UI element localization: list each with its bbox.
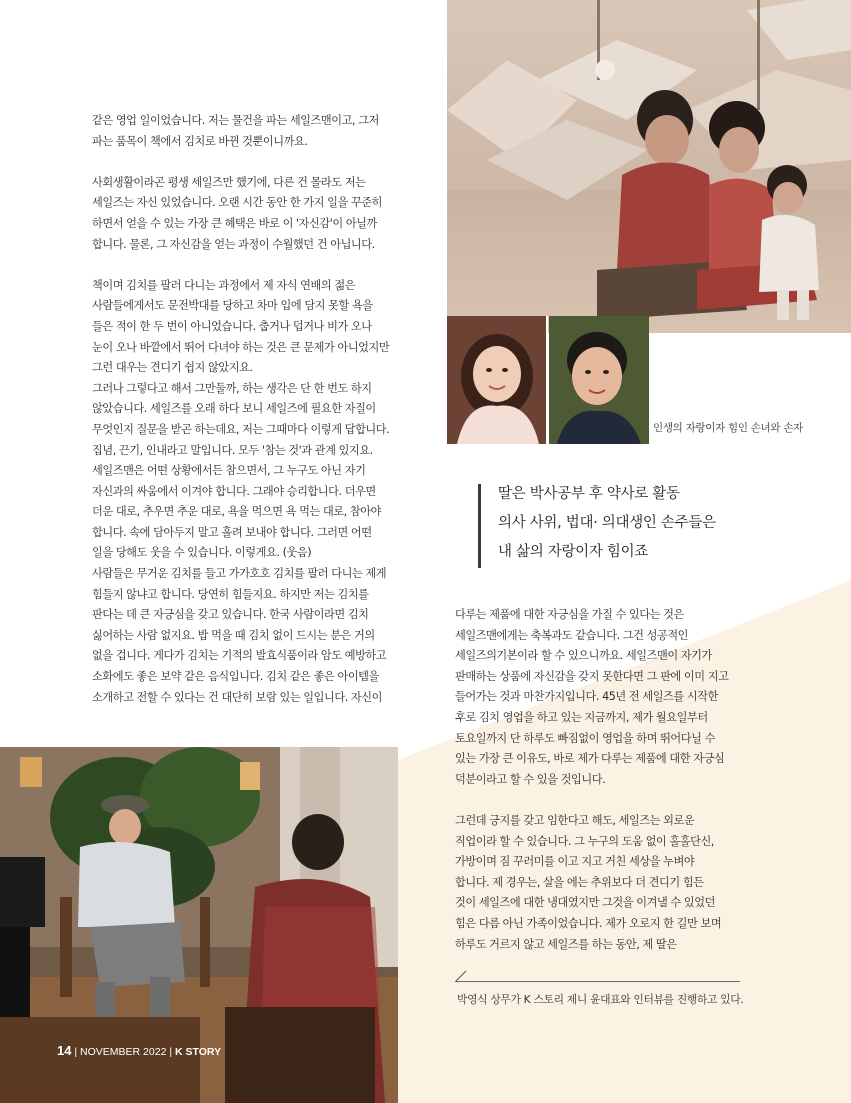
left-paragraph: 같은 영업 일이었습니다. 저는 물건을 파는 세일즈맨이고, 그저 파는 품목이 책에서 김치로 바뀐 것뿐이니까요. xyxy=(92,114,379,148)
right-paragraph: 그런데 긍지를 갖고 임한다고 해도, 세일즈는 외로운 직업이라 할 수 있습니다. 그 누구의 도움 없이 홀홀단신, 가방이며 짐 꾸러미를 이고 지고 거친 세상을 누벼야 합니다. 제 경우는, 살을 에는 추위보다 더 견디기 힘든 것이 세일즈에 대한 냉대였지만 그것을 이겨낼 수 있었던 힘은 다름 아닌 가족이었습니다. 제가 오로지 한 길만 보며 하루도 거르지 않고 세일즈를 하는 동안, 제 딸은 xyxy=(455,813,722,951)
page-number: 14 xyxy=(57,1043,72,1058)
caption-rule xyxy=(455,981,740,982)
granddaughter-photo xyxy=(447,316,548,444)
left-article-column xyxy=(92,111,422,729)
right-article-column xyxy=(455,605,750,976)
caption-slash-icon xyxy=(454,968,468,982)
right-paragraph: 다루는 제품에 대한 자긍심을 가질 수 있다는 것은 세일즈맨에게는 축복과도 같습니다. 그건 성공적인 세일즈의기본이라 할 수 있으니까요. 세일즈맨이 자기가 판매하는 상품에 자신감을 갖지 못한다면 그 판에 이미 지고 들어가는 것과 마찬가지입니다. 45년 전 세일즈를 시작한 후로 김치 영업을 하고 있는 지금까지, 제가 월요일부터 토요일까지 단 하루도 빠짐없이 영업을 하며 뛰어다닐 수 있는 가장 큰 이유도, 바로 제가 다루는 제품에 대한 자긍심 덕분이라고 할 수 있을 것입니다. xyxy=(455,608,729,786)
footer-separator: | xyxy=(74,1046,78,1058)
pull-quote xyxy=(498,480,798,567)
interview-caption: 박영식 상무가 K 스토리 제니 윤대표와 인터뷰를 진행하고 있다. xyxy=(457,993,744,1006)
page-footer xyxy=(57,1043,221,1058)
grandson-photo xyxy=(549,316,649,444)
photo-caption: 인생의 자랑이자 힘인 손녀와 손자 xyxy=(653,422,803,434)
left-paragraph: 사회생활이라곤 평생 세일즈만 했기에, 다른 건 몰라도 저는 세일즈는 자신 있었습니다. 오랜 시간 동안 한 가지 일을 꾸준히 하면서 얻을 수 있는 가장 큰 혜택은 바로 이 '자신감'이 아닐까 합니다. 물론, 그 자신감을 얻는 과정이 수월했던 건 아닙니다. xyxy=(92,175,382,251)
quote-bar xyxy=(478,484,481,568)
family-vintage-photo xyxy=(447,0,851,333)
footer-issue: NOVEMBER 2022 xyxy=(80,1046,167,1058)
pull-quote-line: 내 삶의 자랑이자 힘이죠 xyxy=(498,544,648,560)
footer-separator: | xyxy=(169,1046,173,1058)
pull-quote-line: 딸은 박사공부 후 약사로 활동 xyxy=(498,486,680,502)
footer-brand: K STORY xyxy=(175,1046,222,1058)
pull-quote-line: 의사 사위, 법대· 의대생인 손주들은 xyxy=(498,515,716,531)
left-paragraph: 책이며 김치를 팔러 다니는 과정에서 제 자식 연배의 젊은 사람들에게서도 문전박대를 당하고 차마 입에 담지 못할 욕을 들은 적이 한 두 번이 아니었습니다. 춥거나 덥거나 비가 오나 눈이 오나 바깥에서 뛰어 다녀야 하는 것은 큰 문제가 아니었지만 그런 대우는 견디기 쉽지 않았지요. 그러나 그렇다고 해서 그만둘까, 하는 생각은 단 한 번도 하지 않았습니다. 세일즈를 오래 하다 보니 세일즈에 필요한 자질이 무엇인지 질문을 받곤 하는데요, 저는 그때마다 이렇게 답합니다. 집념, 끈기, 인내라고 말입니다. 모두 '참는 것'과 관계 있지요. 세일즈맨은 어떤 상황에서든 참으면서, 그 누구도 아닌 자기 자신과의 싸움에서 이겨야 합니다. 그래야 승리합니다. 더우면 더운 대로, 추우면 추운 대로, 욕을 먹으면 욕 먹는 대로, 참아야 합니다. 속에 담아두지 말고 흘려 보내야 합니다. 그러면 어떤 일을 당해도 웃을 수 있습니다. 이렇게요. (웃음) 사람들은 무거운 김치를 들고 가가호호 김치를 팔러 다니는 제게 힘들지 않냐고 합니다. 당연히 힘들지요. 하지만 저는 김치를 판다는 데 큰 자긍심을 갖고 있습니다. 한국 사람이라면 김치 싫어하는 사람 없지요. 밥 먹을 때 김치 없이 드시는 분은 거의 없을 겁니다. 게다가 김치는 기적의 발효식품이라 암도 예방하고 소화에도 좋은 보약 같은 음식입니다. 김치 같은 좋은 아이템을 소개하고 전할 수 있다는 건 대단히 보람 있는 일입니다. 자신이 xyxy=(92,278,390,704)
